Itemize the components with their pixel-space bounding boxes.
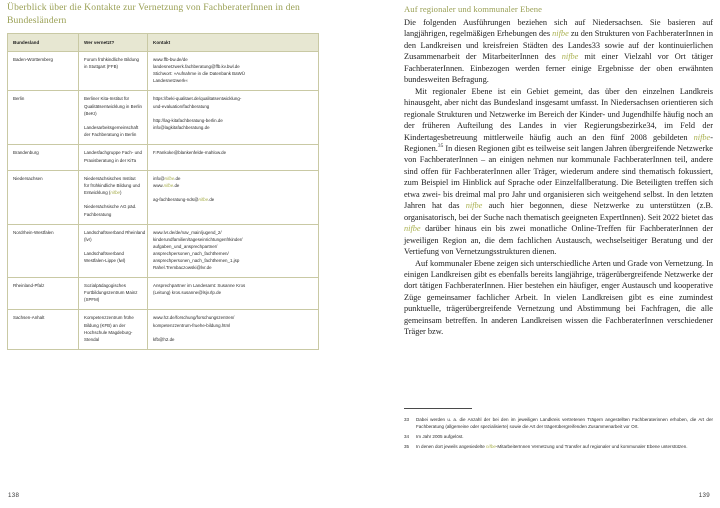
nifbe-term: nifbe bbox=[404, 224, 421, 234]
cell-line: (Leitung) kros.susanne@lsjv.rlp.de bbox=[153, 290, 222, 296]
paragraph-1: Die folgenden Ausführungen beziehen sich auf Niedersachsen. Sie basieren auf langjährigen, regelmäßigen Erhebungen des nifbe zu den Strukturen von FachberaterInnen in den Landkreisen und kreisfreien Städten des Landes33 sowie auf der kontinuierlichen Zusammenarbeit der MitarbeiterInnen des nifbe mit einer Vielzahl vor Ort tätiger FachberaterInnen. Einbezogen werden ferner einige Ergebnisse der oben erwähnten bundesweiten Befragung. bbox=[404, 18, 713, 85]
table-row bbox=[8, 278, 319, 310]
cell-bundesland: Niedersachsen bbox=[8, 170, 79, 224]
cell-line: kinderundfamilien/tageseinrichtungenfrkinder/ bbox=[153, 236, 243, 242]
cell-text-block bbox=[84, 56, 142, 70]
cell-wer-vernetzt bbox=[79, 224, 148, 278]
cell-line: Bildung (KFB) an der bbox=[84, 322, 126, 328]
cell-line: info@lagkitafachberatung.de bbox=[153, 125, 210, 131]
footnote-item bbox=[404, 416, 713, 430]
cell-line: F.Pankoke@blankenfelde-mahlow.de bbox=[153, 150, 227, 156]
cell-line: kompetenzzentrum-fruehe-bildung.html bbox=[153, 322, 231, 328]
footnote-item bbox=[404, 443, 713, 450]
footnote-text: In denen dort jeweils angesiedelte nifbe-MitarbeiterInnen Vernetzung und Transfer auf regionaler und kommunaler Ebene unterstützen. bbox=[416, 444, 688, 450]
column-header-kontakt: Kontakt bbox=[148, 34, 319, 52]
column-header-bundesland: Bundesland bbox=[8, 34, 79, 52]
body-column bbox=[404, 4, 713, 338]
cell-text-block bbox=[153, 282, 313, 296]
cell-line: Rahel.Trembaczowski@lvr.de bbox=[153, 265, 212, 271]
cell-text-block bbox=[153, 175, 313, 189]
footnote-number: 35 bbox=[404, 444, 410, 450]
cell-line: für frühkindliche Bildung und bbox=[84, 182, 140, 188]
table-row bbox=[8, 145, 319, 170]
cell-line: Sozialpädagogisches bbox=[84, 283, 126, 289]
table-row bbox=[8, 52, 319, 91]
nifbe-term: nifbe bbox=[110, 189, 121, 195]
nifbe-term: nifbe bbox=[164, 175, 175, 181]
cell-line: der Fachberatung in Berlin bbox=[84, 132, 137, 138]
cell-text-block bbox=[153, 314, 313, 328]
table-header-row bbox=[8, 34, 319, 52]
cell-kontakt bbox=[148, 170, 319, 224]
cell-bundesland: Baden-Württemberg bbox=[8, 52, 79, 91]
footnote-item bbox=[404, 433, 713, 440]
cell-kontakt bbox=[148, 224, 319, 278]
table-header bbox=[8, 34, 319, 52]
table-row bbox=[8, 91, 319, 145]
right-page bbox=[360, 0, 720, 508]
cell-text-block bbox=[84, 229, 146, 243]
cell-wer-vernetzt bbox=[79, 170, 148, 224]
paragraph-3: Auf kommunaler Ebene zeigen sich unterschiedliche Arten und Grade von Vernetzung. In einigen Landkreisen gibt es ebenfalls bereits langjährige, trägerübergreifende Netzwerke der dort tätigen FachberaterInnen. Hier bestehen ein häufiger, enger Austausch und kooperative Züge gemeinsamer fachlicher Arbeit. In vielen Landkreisen gibt es eine zumindest punktuelle, trägerübergreifende Vernetzung und Abstimmung bei Fachfragen, die alle gemeinsam betreffen. In anderen Landkreisen wissen die FachberaterInnen verschiedener Träger bzw. bbox=[404, 258, 713, 337]
cell-bundesland: Sachsen-Anhalt bbox=[8, 310, 79, 350]
cell-text-block bbox=[153, 149, 313, 156]
cell-line: Kompetenzzentrum frühe bbox=[84, 315, 134, 321]
cell-kontakt bbox=[148, 310, 319, 350]
cell-wer-vernetzt bbox=[79, 145, 148, 170]
contacts-table bbox=[7, 33, 319, 350]
cell-bundesland: Rheinland-Pfalz bbox=[8, 278, 79, 310]
footnote-text: Im Jahr 2005 aufgelöst. bbox=[416, 434, 464, 440]
cell-text-block bbox=[84, 175, 142, 196]
table-row bbox=[8, 224, 319, 278]
column-header-wer-vernetzt: Wer vernetzt? bbox=[79, 34, 148, 52]
folio-left: 138 bbox=[8, 492, 20, 499]
cell-kontakt bbox=[148, 278, 319, 310]
cell-line: Praxisberatung in der KiTa bbox=[84, 157, 137, 163]
cell-line: aufgaben_und_ansprechpartner/ bbox=[153, 243, 218, 249]
cell-wer-vernetzt bbox=[79, 52, 148, 91]
cell-line: https://beki-qualitaet.de/qualitatsentwicklung- bbox=[153, 96, 242, 102]
table-body bbox=[8, 52, 319, 350]
cell-line: Landschaftsverband bbox=[84, 251, 124, 257]
cell-line: (SPFM) bbox=[84, 297, 100, 303]
cell-line: Forum frühkindliche Bildung bbox=[84, 57, 140, 63]
table-row bbox=[8, 310, 319, 350]
footnote-number: 33 bbox=[404, 417, 410, 422]
cell-line: Qualitätsentwicklung in Berlin bbox=[84, 103, 142, 109]
cell-wer-vernetzt bbox=[79, 310, 148, 350]
cell-text-block bbox=[84, 282, 142, 303]
cell-line: www.lvr.de/de/nav_main/jugend_2/ bbox=[153, 229, 222, 235]
nifbe-term: nifbe bbox=[163, 182, 174, 188]
cell-bundesland: Nordrhein-Westfalen bbox=[8, 224, 79, 278]
cell-line: Landesarbeitsgemeinschaft bbox=[84, 125, 139, 131]
cell-line: Niedersächsisches Institut bbox=[84, 175, 136, 181]
cell-text-block bbox=[84, 203, 142, 217]
cell-line: (lvr) bbox=[84, 236, 92, 242]
cell-line: Landschaftsverband Rheinland bbox=[84, 229, 146, 235]
cell-text-block bbox=[84, 95, 142, 116]
cell-text-block bbox=[153, 229, 313, 272]
cell-line: ansprechpersonen_nach_fachthemen_1.jsp bbox=[153, 257, 240, 263]
cell-line: info@nifbe.de bbox=[153, 175, 181, 181]
cell-wer-vernetzt bbox=[79, 278, 148, 310]
cell-line: http://lag-kitafachberatung-berlin.de bbox=[153, 118, 223, 124]
cell-line: Fachberatung bbox=[84, 211, 112, 217]
cell-line: (BeKI) bbox=[84, 110, 97, 116]
cell-line: Fortbildungszentrum Mainz bbox=[84, 290, 138, 296]
cell-text-block bbox=[153, 56, 313, 84]
nifbe-term: nifbe bbox=[486, 444, 496, 450]
cell-line: Westfalen-Lippe (lwl) bbox=[84, 258, 126, 264]
cell-kontakt bbox=[148, 91, 319, 145]
cell-line: www.nifbe.de bbox=[153, 182, 180, 188]
nifbe-term: nifbe bbox=[552, 29, 569, 39]
cell-line: Ansprechpartner im Landesamt: Susanne Kros bbox=[153, 283, 246, 289]
nifbe-term: nifbe bbox=[465, 201, 483, 211]
cell-line: kfb@h2.de bbox=[153, 337, 175, 343]
cell-text-block bbox=[153, 117, 313, 131]
footnote-separator bbox=[404, 408, 472, 409]
cell-kontakt bbox=[148, 52, 319, 91]
cell-line: Niedersächsische AG päd. bbox=[84, 204, 137, 210]
section-heading: Auf regionaler und kommunaler Ebene bbox=[404, 4, 543, 14]
nifbe-term: nifbe bbox=[198, 197, 209, 203]
cell-line: Stichwort: »Aufnahme in die Datenbank BaWÜ bbox=[153, 71, 246, 77]
cell-line: Hochschule Magdeburg- bbox=[84, 329, 133, 335]
cell-line: Stendal bbox=[84, 336, 100, 342]
cell-text-block bbox=[84, 124, 142, 138]
table-row bbox=[8, 170, 319, 224]
folio-right: 139 bbox=[698, 492, 710, 499]
cell-text-block bbox=[153, 95, 313, 109]
footnote-marker: 35 bbox=[437, 143, 444, 150]
cell-line: und-evaluation/fachberatung bbox=[153, 103, 210, 109]
paragraph-2: Mit regionaler Ebene ist ein Gebiet gemeint, das über den einzelnen Landkreis hinausgeht, aber nicht das Bundesland insgesamt umfasst. In Niedersachsen orientieren sich regionale Strukturen und Netzwerke im Bereich der Kinder- und Jugendhilfe häufig noch an der früheren Aufteilung des Landes in vier Regierungsbezirke34, im Feld der Kindertagesbetreuung mittlerweile häufig auch an den fünf 2008 gebildeten nifbe-Regionen.$^{35}$ In diesen Regionen gibt es teilweise seit langen Jahren übergreifende Netzwerke von FachberaterInnen – an einigen nehmen nur kommunale FachberaterInnen teil, andere sind offen für FachberaterInnen aller Träger, wiederum andere sind thematisch fokussiert, zum Beispiel im Hinblick auf Sprache oder Einzelfallberatung. Die Beteiligten treffen sich etwa zwei- bis dreimal mal pro Jahr und organisieren sich weitgehend selbst. In den letzten Jahren hat das nifbe auch hier begonnen, diese Netzwerke zu unterstützen (z.B. organisatorisch, bei der Suche nach thematisch geeigneten ExpertInnen). Seit 2022 bietet das nifbe darüber hinaus ein bis zwei monatliche Online-Treffen für FachberaterInnen der jeweiligen Region an, die dem fachlichen Austausch, wechselseitiger Beratung und der Vertiefung von Vernetzungsstrukturen dienen. bbox=[404, 86, 713, 257]
cell-text-block bbox=[84, 314, 142, 342]
cell-bundesland: Berlin bbox=[8, 91, 79, 145]
cell-line: Entwicklung (nifbe) bbox=[84, 189, 122, 195]
footnote-number: 34 bbox=[404, 434, 410, 440]
cell-line: ansprechpersonen_nach_fachthemen/ bbox=[153, 250, 229, 256]
cell-line: ag-fachberatung-nds@nifbe.de bbox=[153, 197, 215, 203]
nifbe-term: nifbe bbox=[561, 52, 579, 62]
nifbe-term: nifbe bbox=[693, 132, 711, 142]
cell-text-block bbox=[153, 196, 313, 203]
cell-line: landesnetzwerk.fachberatung@ffb.kv.bwl.de bbox=[153, 64, 240, 70]
page-title: Überblick über die Kontakte zur Vernetzung von FachberaterInnen in den Bundesländern bbox=[7, 2, 300, 27]
cell-bundesland: Brandenburg bbox=[8, 145, 79, 170]
cell-wer-vernetzt bbox=[79, 91, 148, 145]
cell-line: Landesfachgruppe Fach- und bbox=[84, 150, 142, 156]
cell-kontakt bbox=[148, 145, 319, 170]
footnote-text: Dabei werden u. a. die Anzahl der bei den im jeweiligen Landkreis vertretenen Trägern angestellten Fachberaterinnen erhoben, die Art der Fachberatung (allgemeine oder spezialisierte) sowie die Art der trägerübergreifenden Zusammenarbeit vor Ort. bbox=[416, 417, 713, 429]
cell-text-block bbox=[153, 336, 313, 343]
cell-line: in Stuttgart (FFB) bbox=[84, 64, 119, 70]
cell-line: www.h2.de/forschung/forschungszentren/ bbox=[153, 315, 235, 321]
cell-text-block bbox=[84, 250, 142, 264]
cell-line: Berliner Kita-Institut für bbox=[84, 96, 130, 102]
cell-line: Landesnetzwerk« bbox=[153, 78, 188, 84]
cell-text-block bbox=[84, 149, 142, 163]
cell-line: www.ffb-bw.de/de bbox=[153, 57, 188, 63]
footnotes-list bbox=[404, 416, 713, 454]
